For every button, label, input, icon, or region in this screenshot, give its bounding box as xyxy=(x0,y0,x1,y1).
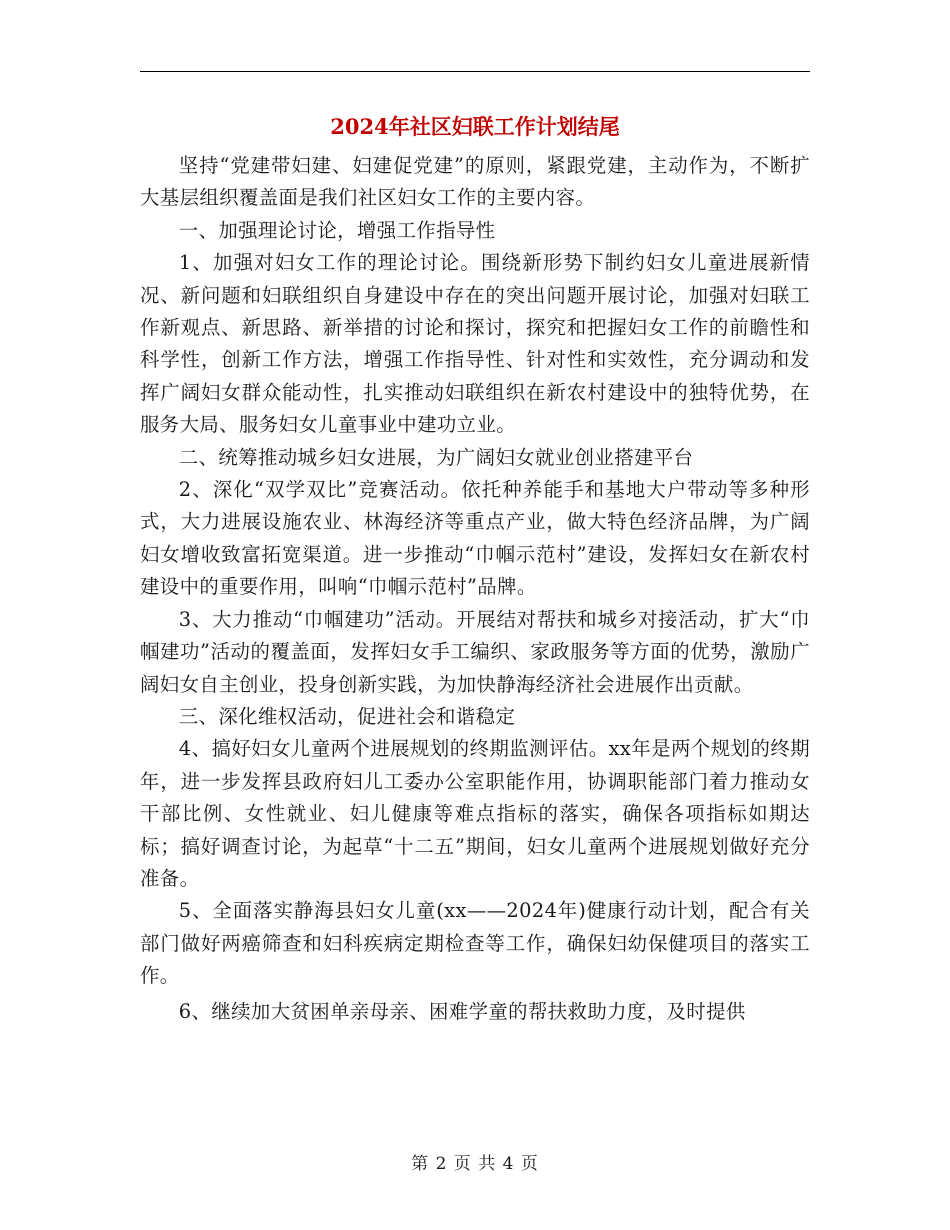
paragraph-item-1: 1、加强对妇女工作的理论讨论。围绕新形势下制约妇女儿童进展新情况、新问题和妇联组织自身建设中存在的突出问题开展讨论，加强对妇联工作新观点、新思路、新举措的讨论和探讨，探究和把握妇女工作的前瞻性和科学性，创新工作方法，增强工作指导性、针对性和实效性，充分调动和发挥广阔妇女群众能动性，扎实推动妇联组织在新农村建设中的独特优势，在服务大局、服务妇女儿童事业中建功立业。 xyxy=(140,251,810,437)
paragraph-item-6: 6、继续加大贫困单亲母亲、困难学童的帮扶救助力度，及时提供 xyxy=(178,999,746,1023)
header-rule xyxy=(140,71,810,72)
page-number-footer: 第 2 页 共 4 页 xyxy=(411,1154,539,1174)
section-heading-1: 一、加强理论讨论，增强工作指导性 xyxy=(178,218,496,242)
paragraph-item-2: 2、深化“双学双比”竞赛活动。依托种养能手和基地大户带动等多种形式，大力进展设施农业、林海经济等重点产业，做大特色经济品牌，为广阔妇女增收致富拓宽渠道。进一步推动“巾帼示范村”建设，发挥妇女在新农村建设中的重要作用，叫响“巾帼示范村”品牌。 xyxy=(140,478,810,599)
section-heading-2: 二、统筹推动城乡妇女进展，为广阔妇女就业创业搭建平台 xyxy=(178,445,694,469)
paragraph-item-3: 3、大力推动“巾帼建功”活动。开展结对帮扶和城乡对接活动，扩大“巾帼建功”活动的覆盖面，发挥妇女手工编织、家政服务等方面的优势，激励广阔妇女自主创业，投身创新实践，为加快静海经济社会进展作出贡献。 xyxy=(140,607,810,696)
paragraph-item-4: 4、搞好妇女儿童两个进展规划的终期监测评估。xx年是两个规划的终期年，进一步发挥县政府妇儿工委办公室职能作用，协调职能部门着力推动女干部比例、女性就业、妇儿健康等难点指标的落实，确保各项指标如期达标；搞好调查讨论，为起草“十二五”期间，妇女儿童两个进展规划做好充分准备。 xyxy=(140,737,810,890)
paragraph-item-5: 5、全面落实静海县妇女儿童(xx——2024年)健康行动计划，配合有关部门做好两癌筛查和妇科疾病定期检查等工作，确保妇幼保健项目的落实工作。 xyxy=(140,899,810,988)
document-title: 2024年社区妇联工作计划结尾 xyxy=(330,114,620,139)
document-body xyxy=(140,150,810,1028)
section-heading-3: 三、深化维权活动，促进社会和谐稳定 xyxy=(178,704,516,728)
paragraph-intro: 坚持“党建带妇建、妇建促党建”的原则，紧跟党建，主动作为，不断扩大基层组织覆盖面是我们社区妇女工作的主要内容。 xyxy=(140,154,810,210)
